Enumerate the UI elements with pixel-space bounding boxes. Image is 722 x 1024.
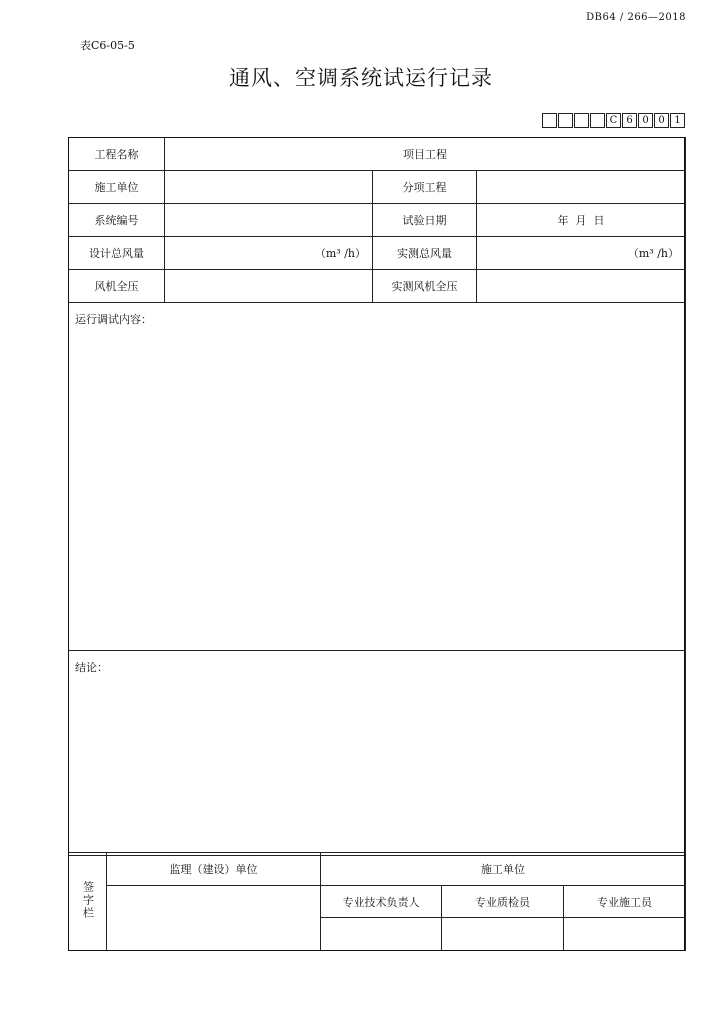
record-code-boxes	[542, 113, 685, 128]
system-no-label: 系统编号	[69, 204, 165, 237]
air-volume-row	[69, 237, 686, 270]
fan-pressure-value[interactable]	[165, 270, 373, 303]
code-box[interactable]: 0	[654, 113, 669, 128]
test-date-label: 试验日期	[373, 204, 477, 237]
conclusion-area[interactable]	[69, 651, 686, 856]
code-box[interactable]	[574, 113, 589, 128]
project-name-row	[69, 138, 686, 171]
form-number: 表C6-05-5	[80, 39, 135, 52]
signature-header-row	[69, 853, 686, 886]
content-row	[69, 303, 686, 651]
contractor-row	[69, 171, 686, 204]
project-name-value[interactable]: 项目工程	[165, 138, 686, 171]
code-box[interactable]: 0	[638, 113, 653, 128]
supervisor-signature-field[interactable]	[107, 886, 321, 951]
worker-signature-field[interactable]	[564, 918, 686, 951]
standard-number: DB64 / 266—2018	[586, 12, 686, 23]
test-date-value[interactable]: 年 月 日	[477, 204, 686, 237]
contractor-value[interactable]	[165, 171, 373, 204]
tech-lead-signature-field[interactable]	[321, 918, 442, 951]
worker-label: 专业施工员	[564, 886, 686, 918]
design-air-label: 设计总风量	[69, 237, 165, 270]
quality-inspector-signature-field[interactable]	[442, 918, 564, 951]
system-row	[69, 204, 686, 237]
content-label: 运行调试内容：	[75, 313, 152, 326]
fan-pressure-row	[69, 270, 686, 303]
content-area[interactable]	[69, 303, 686, 651]
quality-inspector-label: 专业质检员	[442, 886, 564, 918]
code-box[interactable]	[542, 113, 557, 128]
record-form-table	[68, 137, 686, 856]
tech-lead-label: 专业技术负责人	[321, 886, 442, 918]
code-box[interactable]	[558, 113, 573, 128]
code-box[interactable]: C	[606, 113, 621, 128]
conclusion-row	[69, 651, 686, 856]
subitem-label: 分项工程	[373, 171, 477, 204]
signature-roles-row	[69, 886, 686, 918]
code-box[interactable]	[590, 113, 605, 128]
system-no-value[interactable]	[165, 204, 373, 237]
contractor-label: 施工单位	[69, 171, 165, 204]
measured-air-value[interactable]: （m³ /h）	[477, 237, 686, 270]
measured-fan-pressure-value[interactable]	[477, 270, 686, 303]
project-name-label: 工程名称	[69, 138, 165, 171]
measured-fan-pressure-label: 实测风机全压	[373, 270, 477, 303]
design-air-value[interactable]: （m³ /h）	[165, 237, 373, 270]
signature-column-label	[69, 853, 107, 951]
subitem-value[interactable]	[477, 171, 686, 204]
constructor-label: 施工单位	[321, 853, 686, 886]
supervisor-label: 监理（建设）单位	[107, 853, 321, 886]
fan-pressure-label: 风机全压	[69, 270, 165, 303]
page-title: 通风、空调系统试运行记录	[229, 66, 493, 90]
code-box[interactable]: 1	[670, 113, 685, 128]
conclusion-label: 结论：	[75, 661, 108, 674]
signature-column-text: 签字栏	[81, 880, 95, 920]
measured-air-label: 实测总风量	[373, 237, 477, 270]
signature-table	[68, 852, 686, 951]
code-box[interactable]: 6	[622, 113, 637, 128]
